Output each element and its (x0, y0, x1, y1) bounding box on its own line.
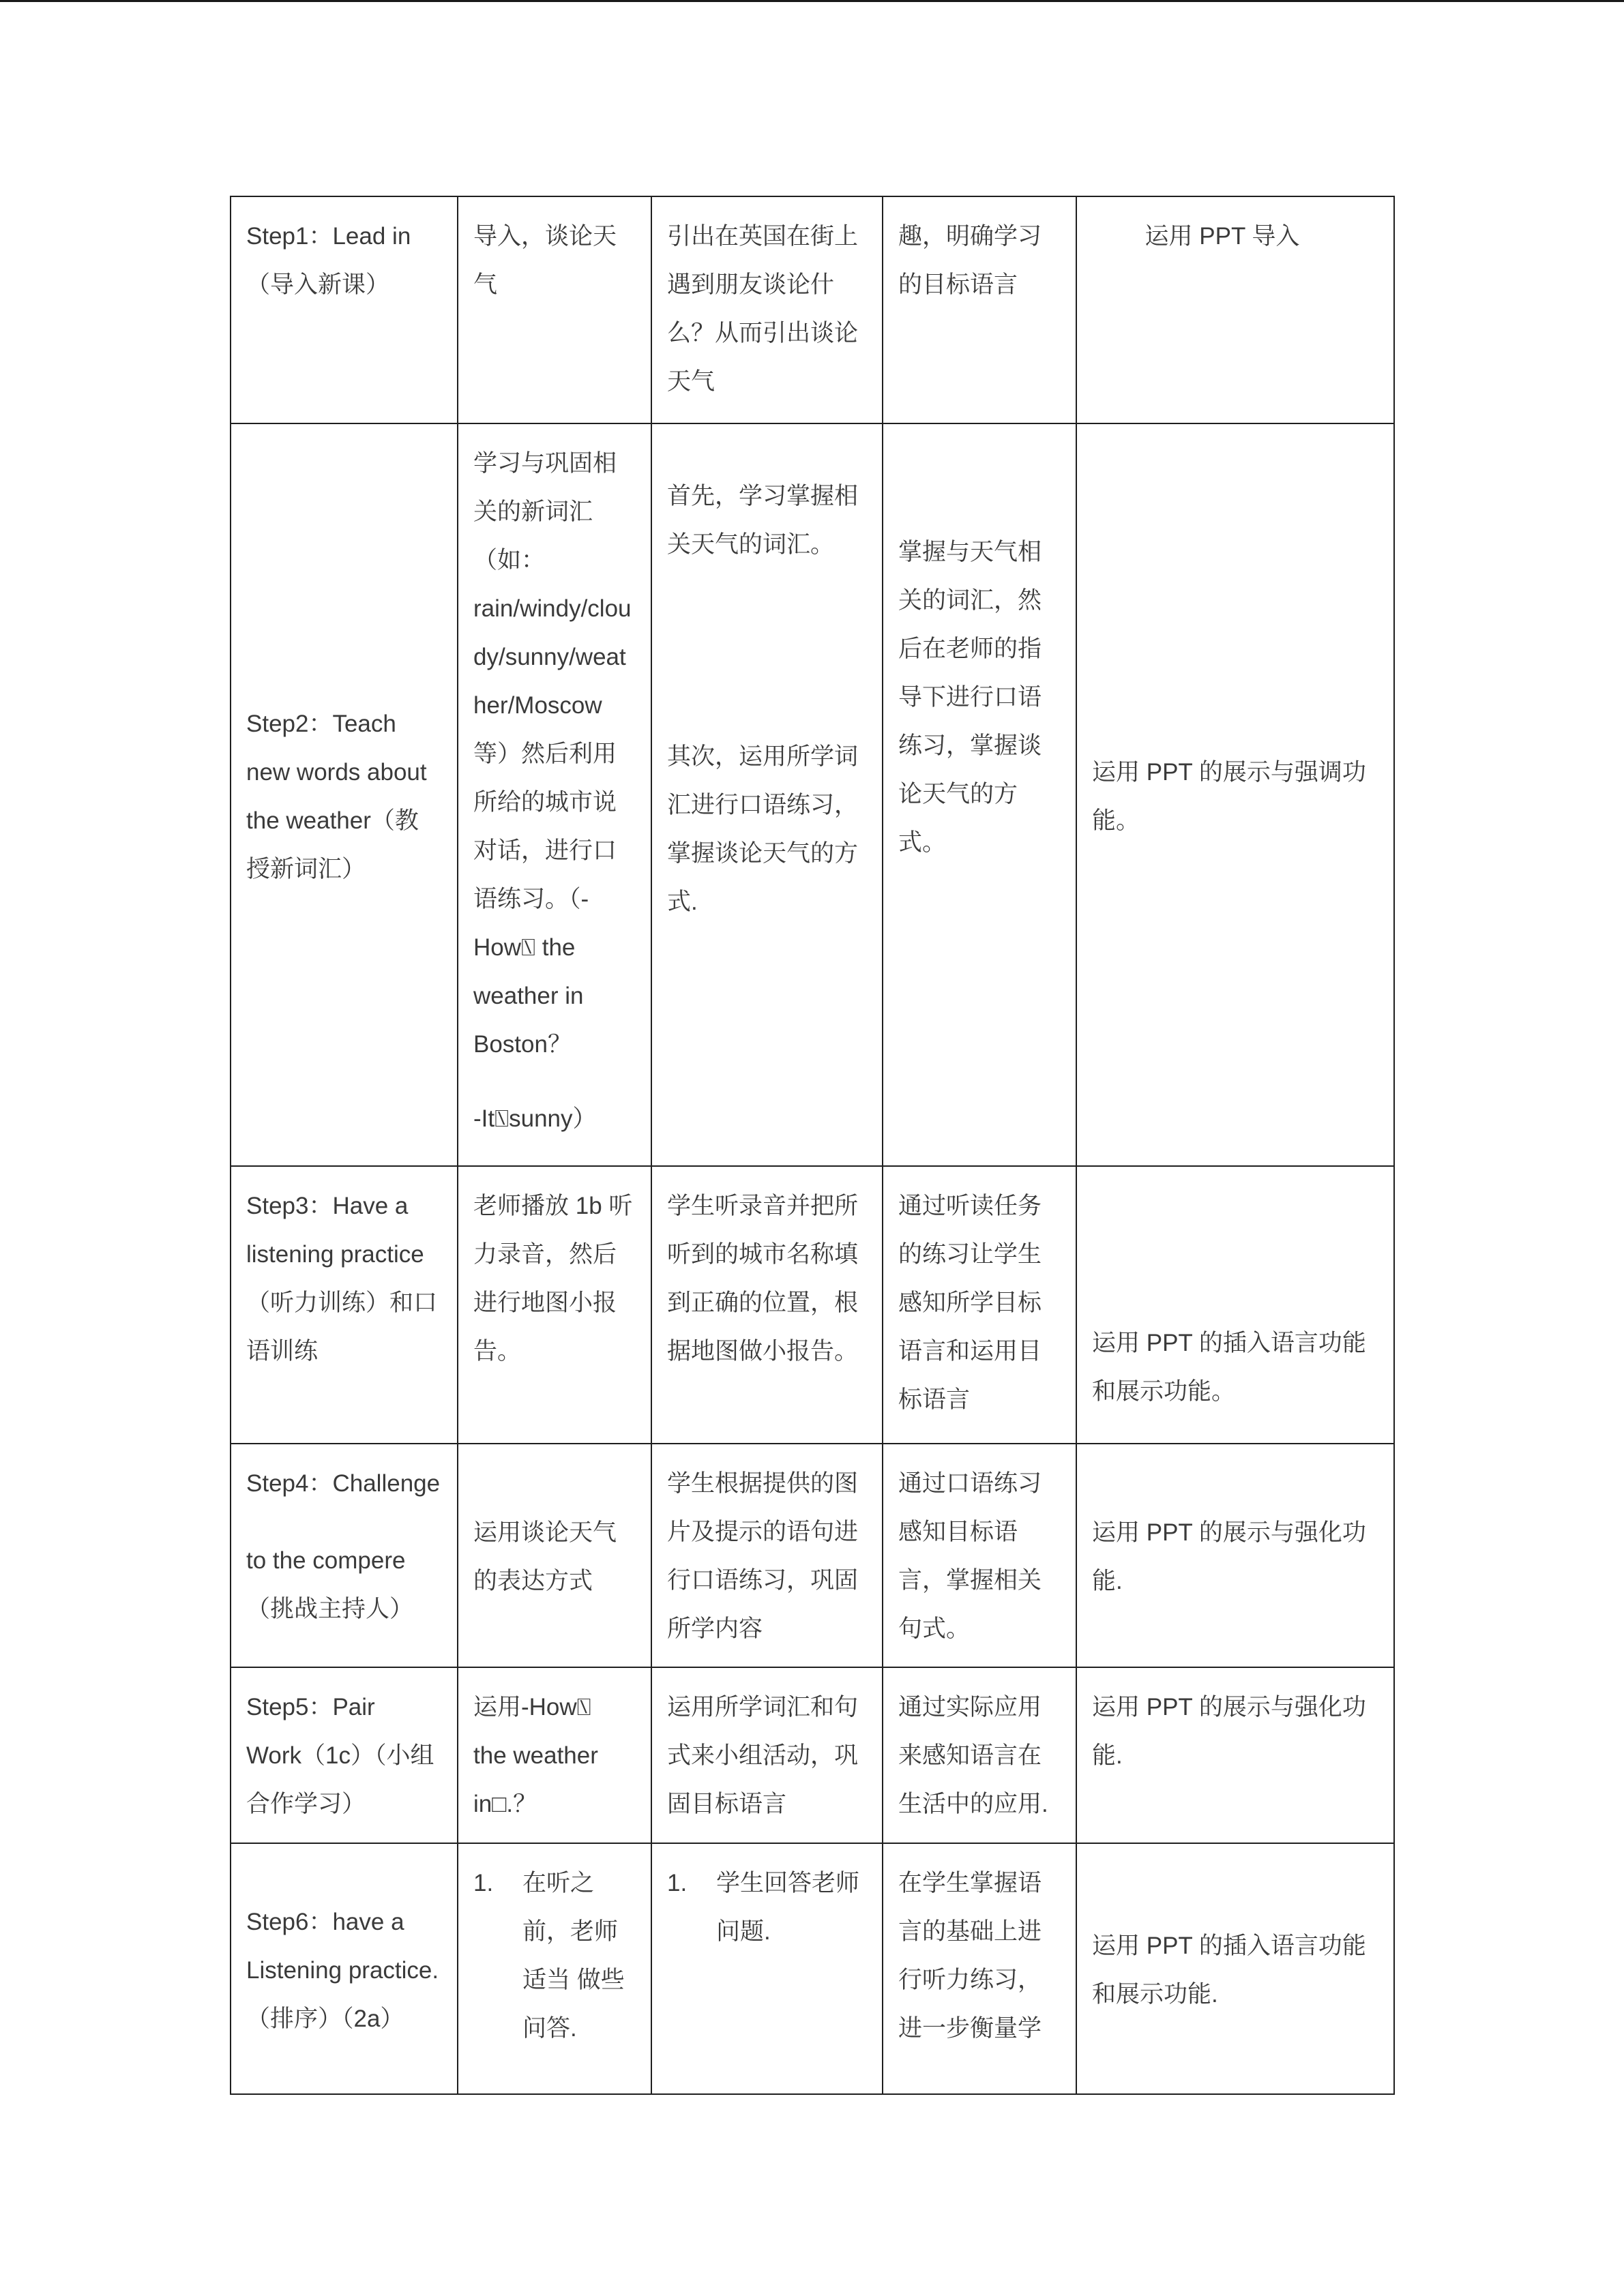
step-label: Step1：Lead in （导入新课） (246, 223, 411, 298)
purpose-text: 在学生掌握语 言的基础上进 行听力练习， 进一步衡量学 (898, 1870, 1042, 2042)
activity-text: 运用谈论天气 的表达方式 (473, 1519, 617, 1594)
table-row (231, 1444, 1394, 1667)
activity-cell (458, 1843, 651, 2094)
purpose-text: 掌握与天气相 关的词汇，然 后在老师的指 导下进行口语 练习，掌握谈 论天气的方 式。 (898, 539, 1042, 856)
list-item (667, 1859, 868, 1956)
table-row (231, 1667, 1394, 1843)
step-cell (231, 1166, 458, 1444)
purpose-cell (883, 196, 1076, 423)
teacher-text: 学生听录音并把所 听到的城市名称填 到正确的位置，根 据地图做小报告。 (667, 1193, 859, 1365)
activity-cell (458, 1166, 651, 1444)
media-text: 运用 PPT 的插入语言功能 和展示功能。 (1092, 1330, 1366, 1405)
teacher-cell (651, 1667, 883, 1843)
step-label: Step3：Have a listening practice （听力训练）和口 语训练 (246, 1193, 438, 1365)
activity-text: 老师播放 1b 听 力录音，然后 进行地图小报 告。 (473, 1193, 633, 1365)
media-cell (1076, 1444, 1394, 1667)
lesson-plan-table (230, 196, 1395, 2095)
teacher-text: 学生回答老师 问题. (716, 1870, 860, 1945)
purpose-cell (883, 1166, 1076, 1444)
purpose-text: 通过实际应用 来感知语言在 生活中的应用. (898, 1694, 1048, 1817)
media-cell (1076, 1166, 1394, 1444)
media-cell (1076, 1667, 1394, 1843)
media-text: 运用 PPT 导入 (1145, 223, 1300, 250)
purpose-text: 通过口语练习 感知目标语 言，掌握相关 句式。 (898, 1470, 1042, 1642)
teacher-cell (651, 1166, 883, 1444)
teacher-list (667, 1859, 868, 1956)
activity-cell (458, 196, 651, 423)
activity-list (473, 1859, 637, 2053)
step-label: Step2：Teach new words about the weather（教 授新词汇） (246, 710, 427, 882)
purpose-cell (883, 1444, 1076, 1667)
media-text: 运用 PPT 的展示与强化功 能. (1092, 1519, 1366, 1594)
teacher-text: 引出在英国在街上 遇到朋友谈论什 么？从而引出谈论 天气 (667, 223, 859, 395)
purpose-text: 趣，明确学习 的目标语言 (898, 223, 1042, 298)
teacher-cell (651, 423, 883, 1166)
step-cell (231, 423, 458, 1166)
activity-cell (458, 423, 651, 1166)
page-top-border (0, 0, 1624, 2)
activity-text: 导入，谈论天 气 (473, 223, 617, 298)
media-text: 运用 PPT 的展示与强调功 能。 (1092, 758, 1366, 834)
step-cell (231, 1667, 458, 1843)
teacher-cell (651, 1444, 883, 1667)
activity-cell (458, 1667, 651, 1843)
teacher-cell (651, 1843, 883, 2094)
teacher-text: 首先，学习掌握相 关天气的词汇。 (667, 483, 859, 558)
activity-text: 运用-How⍂ the weather in□.？ (473, 1694, 598, 1817)
media-cell (1076, 1843, 1394, 2094)
activity-text-extra: -It⍂sunny） (473, 1105, 597, 1132)
step-label-cont: to the compere （挑战主持人） (246, 1547, 414, 1622)
step-label: Step6：have a Listening practice. （排序）（2a） (246, 1908, 439, 2032)
teacher-text: 运用所学词汇和句 式来小组活动，巩 固目标语言 (667, 1694, 859, 1817)
teacher-text-extra: 其次，运用所学词 汇进行口语练习， 掌握谈论天气的方 式. (667, 743, 859, 915)
step-label: Step5：Pair Work（1c）（小组 合作学习） (246, 1694, 434, 1817)
activity-text: 学习与巩固相 关的新词汇 （如： rain/windy/cloudy/sunny/weather/Moscow 等）然后利用 所给的城市说 对话，进行口 语练习。（- How⍂ the weather in Boston？ (473, 450, 632, 1058)
media-cell (1076, 196, 1394, 423)
activity-cell (458, 1444, 651, 1667)
teacher-cell (651, 196, 883, 423)
purpose-cell (883, 1667, 1076, 1843)
table-row (231, 1843, 1394, 2094)
step-cell (231, 1444, 458, 1667)
list-item (473, 1859, 637, 2053)
table-row (231, 1166, 1394, 1444)
step-cell (231, 196, 458, 423)
media-text: 运用 PPT 的插入语言功能 和展示功能. (1092, 1933, 1366, 2008)
activity-text: 在听之 前，老师 适当 做些 问答. (522, 1870, 625, 2042)
step-cell (231, 1843, 458, 2094)
media-text: 运用 PPT 的展示与强化功 能. (1092, 1694, 1366, 1769)
teacher-text: 学生根据提供的图 片及提示的语句进 行口语练习，巩固 所学内容 (667, 1470, 859, 1642)
list-number: 1. (473, 1870, 494, 1896)
list-number: 1. (667, 1870, 688, 1896)
table-row (231, 196, 1394, 423)
table-row (231, 423, 1394, 1166)
media-cell (1076, 423, 1394, 1166)
purpose-cell (883, 423, 1076, 1166)
purpose-text: 通过听读任务 的练习让学生 感知所学目标 语言和运用目 标语言 (898, 1193, 1042, 1413)
step-label: Step4：Challenge (246, 1470, 441, 1497)
purpose-cell (883, 1843, 1076, 2094)
